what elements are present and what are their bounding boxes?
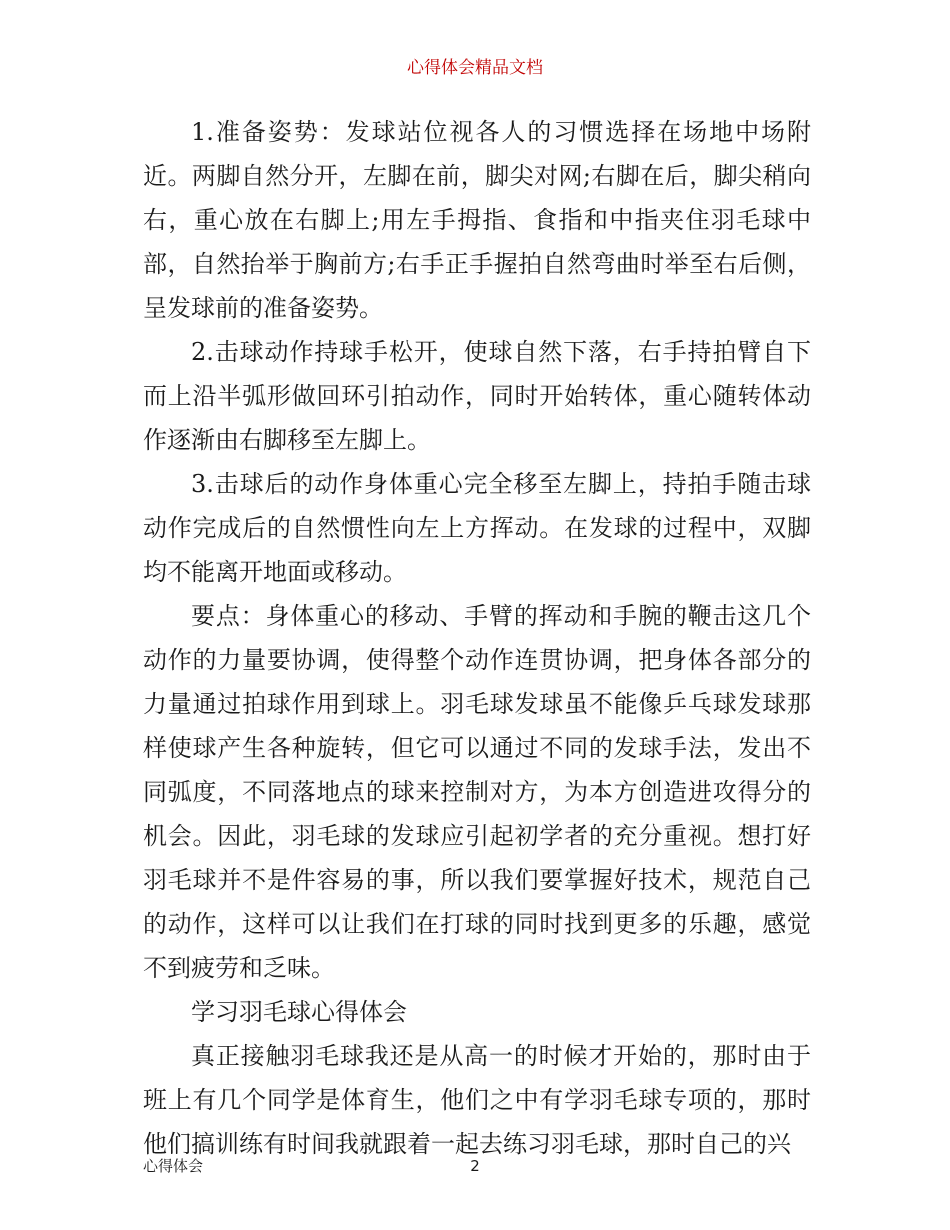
paragraph-key-points: 要点：身体重心的移动、手臂的挥动和手腕的鞭击这几个动作的力量要协调，使得整个动作连贯协调，把身体各部分的力量通过拍球作用到球上。羽毛球发球虽不能像乒乓球发球那样使球产生各种旋转，但它可以通过不同的发球手法，发出不同弧度，不同落地点的球来控制对方，为本方创造进攻得分的机会。因此，羽毛球的发球应引起初学者的充分重视。想打好羽毛球并不是件容易的事，所以我们要掌握好技术，规范自己的动作，这样可以让我们在打球的同时找到更多的乐趣，感觉不到疲劳和乏味。	[143, 602, 811, 982]
document-body	[143, 110, 811, 1166]
section-heading: 学习羽毛球心得体会	[191, 998, 407, 1026]
document-header-title: 心得体会精品文档	[407, 58, 543, 78]
page-number: 2	[470, 1157, 480, 1175]
footer-label: 心得体会	[143, 1157, 204, 1175]
paragraph-follow-through: 3.击球后的动作身体重心完全移至左脚上，持拍手随击球动作完成后的自然惯性向左上方挥动。在发球的过程中，双脚均不能离开地面或移动。	[143, 470, 811, 586]
paragraph-preparation-stance: 1.准备姿势：发球站位视各人的习惯选择在场地中场附近。两脚自然分开，左脚在前，脚尖对网;右脚在后，脚尖稍向右，重心放在右脚上;用左手拇指、食指和中指夹住羽毛球中部，自然抬举于胸前方;右手正手握拍自然弯曲时举至右后侧，呈发球前的准备姿势。	[143, 118, 811, 322]
paragraph-hitting-motion: 2.击球动作持球手松开，使球自然下落，右手持拍臂自下而上沿半弧形做回环引拍动作，同时开始转体，重心随转体动作逐渐由右脚移至左脚上。	[143, 338, 811, 454]
paragraph-experience: 真正接触羽毛球我还是从高一的时候才开始的，那时由于班上有几个同学是体育生，他们之中有学羽毛球专项的，那时他们搞训练有时间我就跟着一起去练习羽毛球，那时自己的兴	[143, 1042, 811, 1158]
